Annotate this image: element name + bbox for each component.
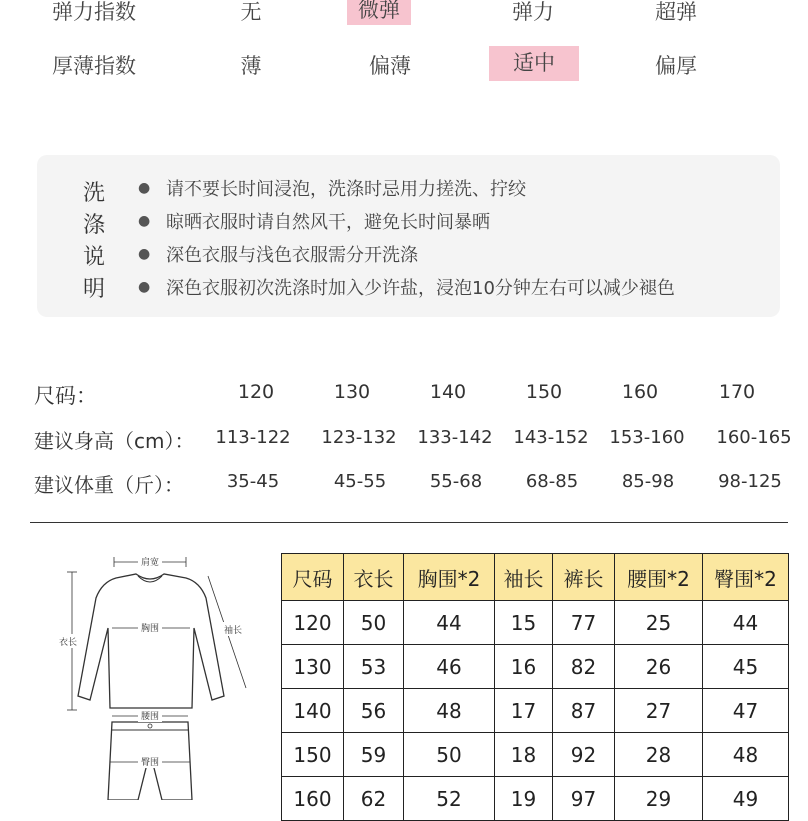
table-cell: 120: [282, 601, 344, 645]
table-cell: 25: [615, 601, 703, 645]
table-cell: 17: [495, 689, 553, 733]
table-cell: 92: [553, 733, 615, 777]
table-row: [282, 601, 789, 645]
table-header-cell: 腰围*2: [615, 554, 703, 601]
table-cell: 56: [344, 689, 404, 733]
bullet-icon: ●: [138, 279, 151, 295]
sleeve-label: 袖长: [223, 626, 243, 636]
waist-label: 腰围: [140, 712, 160, 722]
thickness-option: 偏薄: [369, 54, 411, 78]
length-label: 衣长: [58, 638, 78, 648]
weight-value: 68-85: [525, 471, 579, 492]
thickness-label: 厚薄指数: [52, 54, 136, 78]
height-value: 133-142: [417, 427, 493, 448]
size-value: 160: [621, 381, 659, 403]
wash-line: 请不要长时间浸泡，洗涤时忌用力搓洗、拧绞: [166, 179, 526, 200]
table-cell: 44: [404, 601, 495, 645]
chest-dimension: [112, 621, 190, 634]
table-cell: 87: [553, 689, 615, 733]
wash-line: 深色衣服初次洗涤时加入少许盐，浸泡10分钟左右可以减少褪色: [166, 278, 675, 299]
hip-dimension: [110, 755, 190, 768]
table-cell: 97: [553, 777, 615, 821]
size-chart-table: [281, 553, 789, 821]
wash-title-char: 明: [82, 277, 105, 302]
wash-line: 晾晒衣服时请自然风干，避免长时间暴晒: [166, 212, 490, 233]
table-cell: 50: [404, 733, 495, 777]
shoulder-label: 肩宽: [140, 558, 160, 568]
wash-title-char: 涤: [82, 213, 105, 238]
table-cell: 15: [495, 601, 553, 645]
table-cell: 59: [344, 733, 404, 777]
size-label: 尺码：: [34, 384, 97, 408]
table-header-row: [282, 554, 789, 601]
table-cell: 44: [703, 601, 789, 645]
table-cell: 48: [703, 733, 789, 777]
table-cell: 19: [495, 777, 553, 821]
table-cell: 140: [282, 689, 344, 733]
table-cell: 48: [404, 689, 495, 733]
elasticity-option: 超弹: [655, 0, 697, 24]
table-cell: 150: [282, 733, 344, 777]
waist-dimension: [112, 709, 188, 722]
table-cell: 28: [615, 733, 703, 777]
bullet-icon: ●: [138, 246, 151, 262]
height-value: 113-122: [215, 427, 291, 448]
bullet-icon: ●: [138, 213, 151, 229]
size-value: 150: [525, 381, 563, 403]
shoulder-dimension: [114, 555, 186, 568]
height-label: 建议身高（cm）：: [34, 429, 195, 453]
table-cell: 52: [404, 777, 495, 821]
bullet-icon: ●: [138, 180, 151, 196]
table-cell: 49: [703, 777, 789, 821]
table-cell: 77: [553, 601, 615, 645]
table-cell: 45: [703, 645, 789, 689]
table-row: [282, 689, 789, 733]
table-row: [282, 777, 789, 821]
table-header-cell: 臀围*2: [703, 554, 789, 601]
wash-line: 深色衣服与浅色衣服需分开洗涤: [166, 245, 418, 266]
table-row: [282, 645, 789, 689]
size-value: 120: [237, 381, 275, 403]
table-cell: 47: [703, 689, 789, 733]
measurement-diagram: [50, 548, 270, 800]
table-cell: 50: [344, 601, 404, 645]
weight-value: 35-45: [226, 471, 280, 492]
table-cell: 62: [344, 777, 404, 821]
table-cell: 18: [495, 733, 553, 777]
table-cell: 46: [404, 645, 495, 689]
weight-value: 98-125: [718, 471, 782, 492]
thickness-option: 薄: [240, 54, 262, 78]
height-value: 123-132: [321, 427, 397, 448]
section-divider: [30, 522, 788, 523]
wash-title-char: 洗: [82, 181, 105, 206]
size-value: 130: [333, 381, 371, 403]
table-cell: 29: [615, 777, 703, 821]
thickness-option-selected: 适中: [489, 46, 579, 81]
height-value: 143-152: [513, 427, 589, 448]
table-cell: 16: [495, 645, 553, 689]
table-header-cell: 裤长: [553, 554, 615, 601]
table-cell: 27: [615, 689, 703, 733]
height-value: 153-160: [609, 427, 685, 448]
table-header-cell: 尺码: [282, 554, 344, 601]
table-row: [282, 733, 789, 777]
elasticity-option: 弹力: [512, 0, 554, 24]
table-header-cell: 胸围*2: [404, 554, 495, 601]
sleeve-dimension: [208, 576, 246, 688]
table-header-cell: 衣长: [344, 554, 404, 601]
weight-label: 建议体重（斤）：: [34, 473, 184, 497]
elasticity-option-selected: 微弹: [347, 0, 411, 25]
table-cell: 82: [553, 645, 615, 689]
hip-label: 臀围: [140, 758, 160, 768]
size-value: 140: [429, 381, 467, 403]
size-value: 170: [718, 381, 756, 403]
table-header-cell: 袖长: [495, 554, 553, 601]
table-cell: 160: [282, 777, 344, 821]
table-cell: 130: [282, 645, 344, 689]
thickness-option: 偏厚: [655, 54, 697, 78]
chest-label: 胸围: [140, 624, 160, 634]
height-value: 160-165: [716, 427, 792, 448]
table-cell: 53: [344, 645, 404, 689]
wash-title-char: 说: [82, 245, 105, 270]
elasticity-option: 无: [240, 0, 262, 24]
weight-value: 55-68: [429, 471, 483, 492]
elasticity-label: 弹力指数: [52, 0, 136, 24]
shirt-outline: [78, 574, 224, 708]
weight-value: 45-55: [333, 471, 387, 492]
length-dimension: [58, 572, 78, 710]
weight-value: 85-98: [621, 471, 675, 492]
table-cell: 26: [615, 645, 703, 689]
